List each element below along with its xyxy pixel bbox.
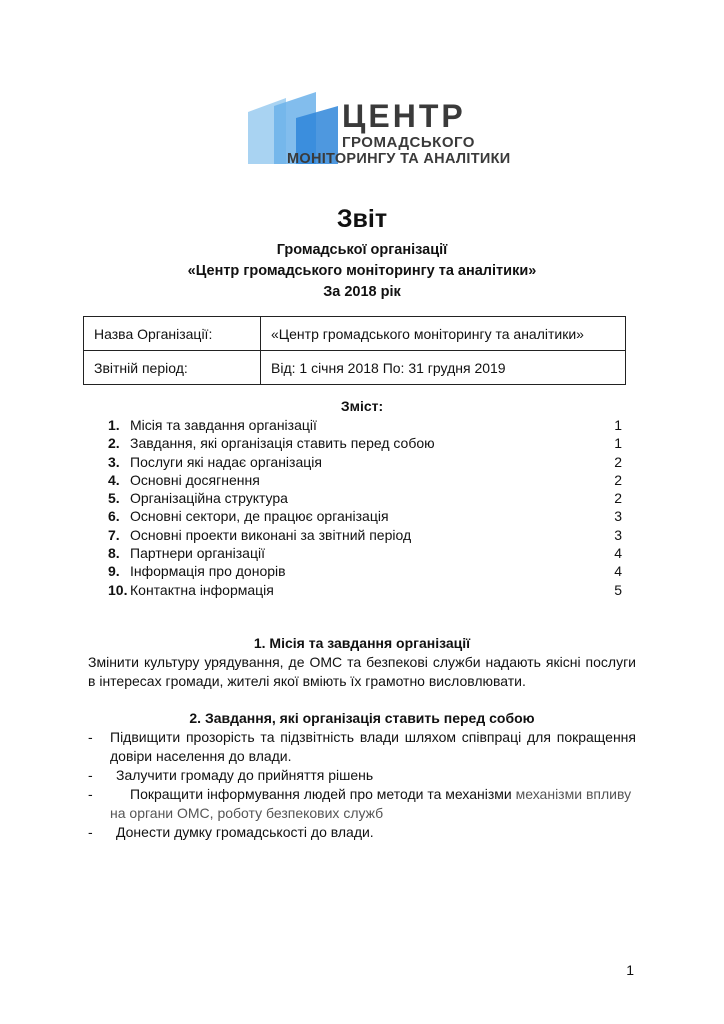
- section-objectives: [88, 709, 636, 842]
- toc-item[interactable]: [108, 471, 622, 489]
- section-title: 2. Завдання, які організація ставить перед собою: [189, 710, 535, 726]
- toc-item-text: Партнери організації: [130, 545, 265, 562]
- bullet-text-gray: механізми впливу на органи ОМС, роботу безпекових служб: [110, 786, 632, 821]
- toc-item[interactable]: [108, 434, 622, 452]
- section-body: Змінити культуру урядування, де ОМС та безпекові служби надають якісні послуги в інтересах громади, жителі якої вміють їх грамотно висловлювати.: [88, 654, 636, 689]
- bullet-text: Покращити інформування людей про методи та механізми: [130, 786, 512, 802]
- bullet-text: Підвищити прозорість та підзвітність влади шляхом співпраці для покращення довіри населення до влади.: [110, 729, 636, 764]
- logo-line-1: ЦЕНТР: [342, 98, 466, 134]
- table-cell-label: Звітній період:: [84, 351, 261, 385]
- toc-item-text: Основні сектори, де працює організація: [130, 508, 389, 525]
- organization-info-table: [83, 316, 626, 385]
- toc-item-text: Завдання, які організація ставить перед собою: [130, 435, 435, 452]
- toc-item-page: 4: [614, 563, 622, 580]
- toc-item-number: 2.: [108, 435, 120, 452]
- report-header: [0, 205, 724, 303]
- toc-item[interactable]: [108, 507, 622, 525]
- section-title: 1. Місія та завдання організації: [253, 635, 471, 651]
- toc-item[interactable]: [108, 416, 622, 434]
- table-of-contents: [108, 416, 622, 599]
- toc-item-page: 5: [614, 581, 622, 598]
- page-number: 1: [626, 962, 634, 978]
- report-title: Звіт: [336, 205, 388, 233]
- toc-item-page: 3: [614, 526, 622, 543]
- toc-item-number: 10.: [108, 581, 128, 598]
- toc-item[interactable]: [108, 581, 622, 599]
- toc-item-text: Основні досягнення: [130, 471, 260, 488]
- toc-item-page: 2: [614, 490, 622, 507]
- bullet-dash: -: [88, 767, 93, 783]
- toc-item-number: 3.: [108, 453, 120, 470]
- section-mission: [88, 634, 636, 691]
- toc-item-page: 1: [614, 435, 622, 452]
- toc-item-text: Основні проекти виконані за звітний період: [130, 526, 412, 543]
- organization-logo: [246, 88, 511, 168]
- toc-item-page: 2: [614, 471, 622, 488]
- bullet-text: Донести думку громадськості до влади.: [116, 824, 374, 840]
- table-row: [84, 351, 626, 385]
- table-cell-value: «Центр громадського моніторингу та аналітики»: [261, 317, 626, 351]
- toc-item[interactable]: [108, 544, 622, 562]
- toc-item[interactable]: [108, 562, 622, 580]
- toc-item-number: 7.: [108, 526, 120, 543]
- bullet-dash: -: [88, 786, 93, 802]
- list-item: [88, 823, 636, 842]
- logo-line-3: МОНІТОРИНГУ ТА АНАЛІТИКИ: [287, 151, 511, 167]
- toc-item-page: 4: [614, 545, 622, 562]
- toc-item-number: 5.: [108, 490, 120, 507]
- toc-item-number: 4.: [108, 471, 120, 488]
- report-subtitle-3: За 2018 рік: [323, 284, 401, 300]
- list-item: [88, 785, 636, 823]
- toc-item[interactable]: [108, 526, 622, 544]
- logo-text: [287, 98, 511, 167]
- list-item: [88, 766, 636, 785]
- toc-item[interactable]: [108, 489, 622, 507]
- bullet-dash: -: [88, 729, 93, 745]
- table-cell-value: Від: 1 січня 2018 По: 31 грудня 2019: [261, 351, 626, 385]
- toc-item-text: Інформація про донорів: [130, 563, 286, 580]
- toc-item-number: 9.: [108, 563, 120, 580]
- toc-item-number: 1.: [108, 417, 120, 433]
- bullet-text: Залучити громаду до прийняття рішень: [116, 767, 374, 783]
- toc-item-text: Контактна інформація: [130, 581, 274, 598]
- toc-item-page: 2: [614, 453, 622, 470]
- toc-item-text: Послуги які надає організація: [130, 453, 322, 470]
- toc-item-text: Організаційна структура: [130, 490, 288, 507]
- report-subtitle-2: «Центр громадського моніторингу та аналітики»: [187, 263, 537, 279]
- toc-item-page: 3: [614, 508, 622, 525]
- toc-item-page: 1: [614, 417, 622, 433]
- logo-line-2: ГРОМАДСЬКОГО: [342, 134, 475, 151]
- list-item: [88, 728, 636, 766]
- toc-item[interactable]: [108, 453, 622, 471]
- table-row: [84, 317, 626, 351]
- table-cell-label: Назва Організації:: [84, 317, 261, 351]
- toc-item-text: Місія та завдання організації: [130, 417, 317, 433]
- bullet-dash: -: [88, 824, 93, 840]
- toc-title: Зміст:: [340, 398, 384, 414]
- toc-item-number: 8.: [108, 545, 120, 562]
- report-subtitle-1: Громадської організації: [276, 242, 448, 258]
- toc-item-number: 6.: [108, 508, 120, 525]
